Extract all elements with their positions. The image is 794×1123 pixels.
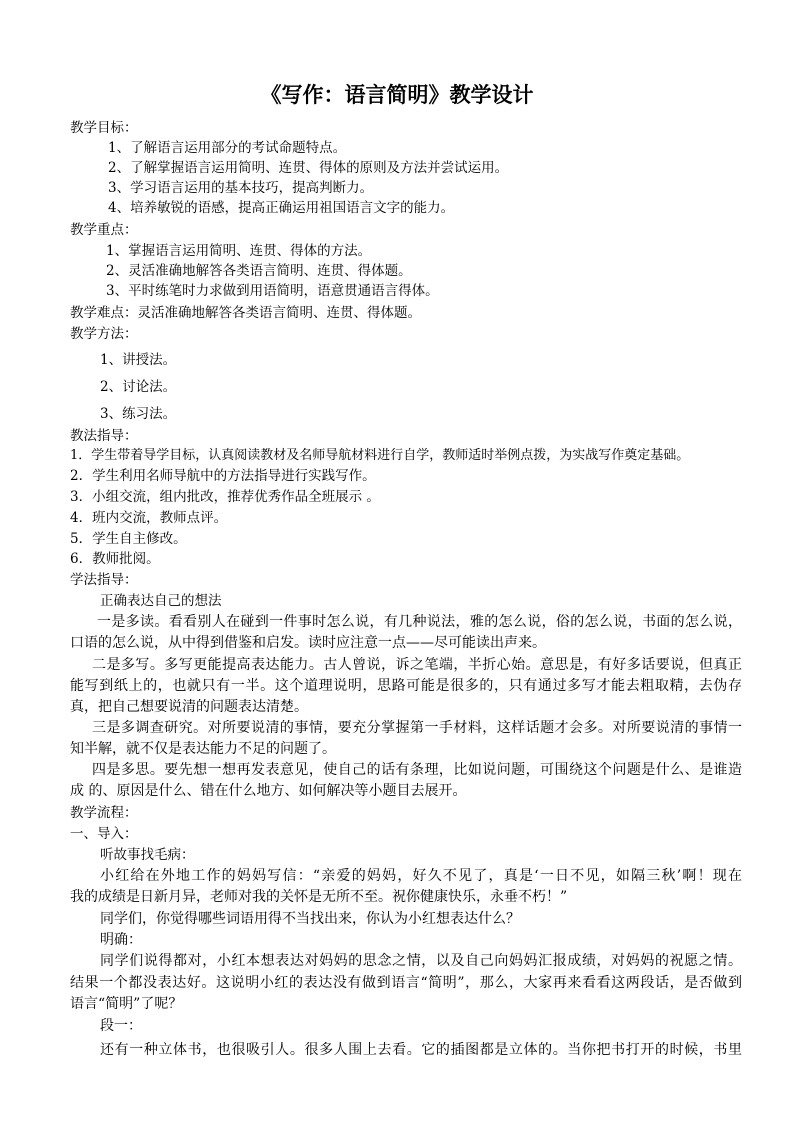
guide-item: 5．学生自主修改。: [70, 531, 187, 547]
guide-item: 3．小组交流，组内批改，推荐优秀作品全班展示 。: [70, 489, 380, 505]
heading-methods: 教学方法：: [70, 326, 138, 342]
method-item: 3、练习法。: [100, 406, 177, 422]
method-item: 2、讨论法。: [100, 379, 177, 395]
paragraph-line: 能写到纸上的，也就只有一半。这个道理说明，思路可能是很多的，只有通过多写才能去粗取精，去伪存: [70, 678, 742, 694]
subheading: 听故事找毛病：: [100, 847, 195, 863]
key-point-item: 1、掌握语言运用简明、连贯、得体的方法。: [106, 243, 372, 259]
paragraph-line: 语言“简明”了呢？: [70, 996, 183, 1012]
heading-teaching-flow: 教学流程：: [70, 805, 138, 821]
goal-item: 4、培养敏锐的语感，提高正确运用祖国语言文字的能力。: [108, 200, 455, 216]
paragraph-line: 小红给在外地工作的妈妈写信：“亲爱的妈妈，好久不见了，真是‘一日不见，如隔三秋’啊！现在: [100, 868, 742, 884]
guide-item: 1．学生带着导学目标，认真阅读教材及名师导航材料进行自学，教师适时举例点拨，为实战写作奠定基础。: [70, 448, 690, 463]
heading-teaching-goals: 教学目标：: [70, 120, 138, 136]
paragraph-line: 还有一种立体书，也很吸引人。很多人围上去看。它的插图都是立体的。当你把书打开的时候，书里: [100, 1042, 742, 1058]
document-title: 《写作：语言简明》教学设计: [260, 82, 534, 107]
subheading: 正确表达自己的想法: [100, 593, 222, 609]
paragraph-line: 真，把自己想要说清的问题表达清楚。: [70, 699, 308, 715]
paragraph-line: 知半解，就不仅是表达能力不足的问题了。: [70, 741, 336, 757]
key-point-item: 2、灵活准确地解答各类语言简明、连贯、得体题。: [106, 263, 412, 279]
paragraph-line: 成 的、原因是什么、错在什么地方、如何解决等小题目去展开。: [70, 783, 467, 799]
goal-item: 2、了解掌握语言运用简明、连贯、得体的原则及方法并尝试运用。: [108, 160, 509, 176]
paragraph-line: 同学们，你觉得哪些词语用得不当找出来，你认为小红想表达什么？: [100, 911, 520, 927]
paragraph-line: 四是多思。要先想一想再发表意见，使自己的话有条理，比如说问题，可围绕这个问题是什么、是谁造: [92, 762, 742, 778]
heading-learning-guide: 学法指导：: [70, 572, 138, 588]
guide-item: 4．班内交流，教师点评。: [70, 510, 228, 526]
paragraph-line: 结果一个都没表达好。这说明小红的表达没有做到语言“简明”，那么，大家再来看看这两段话，是否做到: [70, 975, 742, 991]
guide-item: 2．学生利用名师导航中的方法指导进行实践写作。: [70, 468, 376, 484]
paragraph-line: 二是多写。多写更能提高表达能力。古人曾说，诉之笔端，半折心始。意思是，有好多话要说，但真正: [92, 657, 742, 673]
subheading: 明确：: [100, 932, 142, 948]
paragraph-line: 一是多读。看看别人在碰到一件事时怎么说，有几种说法，雅的怎么说，俗的怎么说，书面的怎么说，: [97, 614, 742, 630]
guide-item: 6．教师批阅。: [70, 551, 160, 567]
section-intro: 一、导入：: [70, 826, 138, 842]
paragraph-line: 我的成绩是日新月异，老师对我的关怀是无所不至。祝你健康快乐，永垂不朽！”: [70, 889, 568, 905]
heading-difficulty: 教学难点：灵活准确地解答各类语言简明、连贯、得体题。: [70, 305, 421, 321]
heading-key-points: 教学重点：: [70, 222, 138, 238]
heading-teaching-guide: 教法指导：: [70, 428, 138, 444]
key-point-item: 3、平时练笔时力求做到用语简明，语意贯通语言得体。: [106, 283, 439, 299]
goal-item: 1、了解语言运用部分的考试命题特点。: [108, 140, 347, 156]
goal-item: 3、学习语言运用的基本技巧，提高判断力。: [108, 180, 374, 196]
method-item: 1、讲授法。: [100, 352, 177, 368]
paragraph-line: 同学们说得都对，小红本想表达对妈妈的思念之情，以及自己向妈妈汇报成绩，对妈妈的祝愿之情。: [100, 953, 742, 969]
paragraph-line: 口语的怎么说，从中得到借鉴和启发。读时应注意一点——尽可能读出声来。: [70, 635, 546, 651]
paragraph-line: 三是多调查研究。对所要说清的事情，要充分掌握第一手材料，这样话题才会多。对所要说清的事情一: [92, 720, 742, 736]
subheading: 段一：: [100, 1018, 142, 1034]
